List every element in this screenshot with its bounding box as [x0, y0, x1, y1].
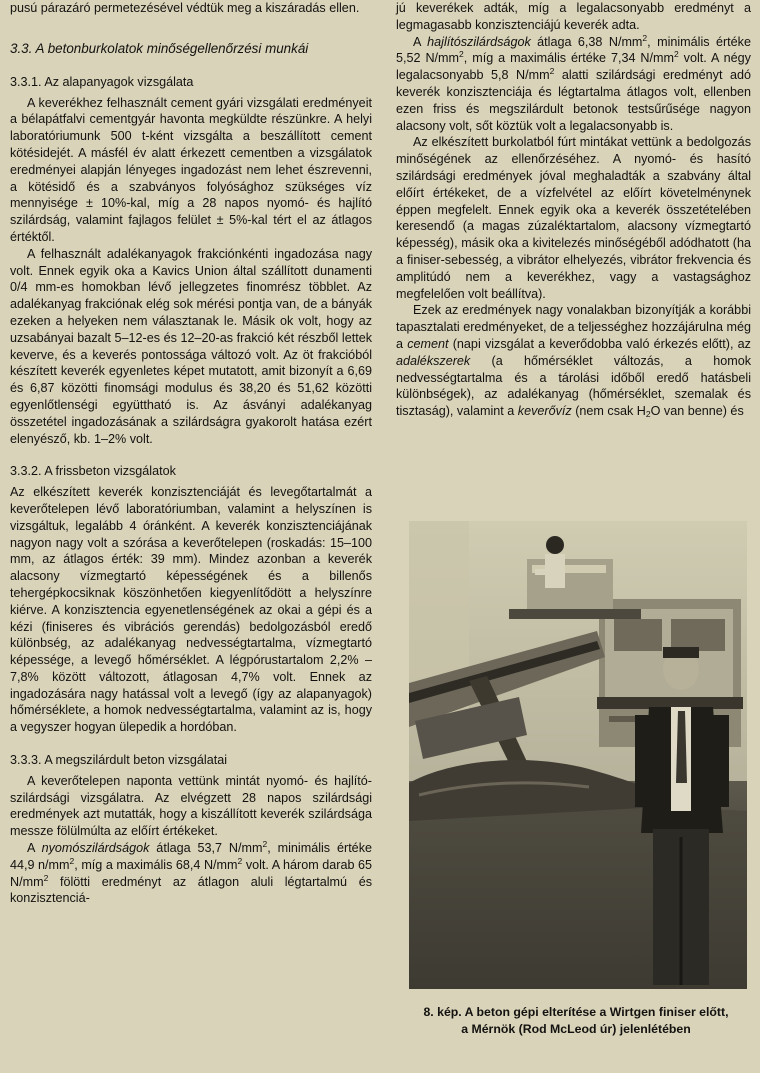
superscript-2: 2 [237, 855, 243, 866]
paragraph-core-samples: Az elkészített burkolatból fúrt mintákat vettünk a bedolgozás minőségének az ellenőrzéséhez. A nyomó- és hasító szilárdsági eredmények jóval meghaladták a szabvány által előírt értékeket, de a vízfelvétel az előírt követelménynek éppen megfelelt. Ennek egyik oka a keverék összetételében keresendő (a magas zúzaléktartalom, alacsony vízmegtartó képesség), másik oka a kivitelezés minőségéből adódhatott (ha a finiser-sebesség, a vibrátor elhelyezés, vibrátor frekvencia és amplitúdó nem a keverékhez, vagy a vastagsághoz megfelelően volt beállítva). [396, 135, 751, 301]
paragraph-continuation: jú keverékek adták, míg a legalacsonyabb eredményt a legmagasabb konzisztenciájú keverék adta. [396, 1, 751, 32]
figure-caption [398, 1004, 754, 1038]
text-run: alatti szilárdsági eredményt adó keverék konzisztenciája és légtartalma átlagos volt, ellenben ezen friss és megszilárdult betonok testsűrűsége nagyon alacsony volt, sőt köztük volt a legalacsonyabb is. [396, 68, 751, 133]
paragraph-sampling: A keverőtelepen naponta vettünk mintát nyomó- és hajlító-szilárdsági vizsgálatra. Az elvégzett 28 napos szilárdsági eredmények azt mutatták, hogy a kiszállított keverék szilárdsága messze fölülmúlta az előírt értékeket. [10, 773, 372, 839]
superscript-2: 2 [459, 49, 464, 60]
term-flexural-strength: hajlítószilárdságok [427, 34, 531, 49]
subsection-title-fresh-concrete: 3.3.2. A frissbeton vizsgálatok [10, 464, 176, 479]
superscript-2: 2 [674, 49, 679, 60]
text-run: (napi vizsgálat a keverődobba való érkezés előtt), az [448, 336, 751, 351]
superscript-2: 2 [549, 66, 555, 77]
term-cement: cement [407, 336, 449, 351]
paragraph-fresh-concrete: Az elkészített keverék konzisztenciáját és levegőtartalmát a keverőtelepen lévő laboratóriumban, valamint a helyszínen is vizsgáltuk, legalább 4 óránként. A keverék konzisztenciájának nagyon nagy volt a szórása a keverőtelepen (roskadás: 15–100 mm, az átlagos érték: 39 mm). Mindez azonban a keverék alacsony vízmegtartó képességének és a billenős tehergépkocsiknak köszönhetően kiegyenlítődött a helyszínre kiérve. A konzisztencia egyenetlenségének az okai a gépi és a kézi (finiseres és vibrációs gerendás) bedolgozásból eredő különbség, az adalékanyag nedvességtartalma, vízmegtartó képessége, a levegő hőmérséklet. A légpórustartalom 2,2% – 7,8% között változott, átlagosan 4,7% volt. Ennek az ingadozására nagy hatással volt a levegő (így az alapanyagok) hőmérséklete, a homok nedvességtartalma, valamint az is, hogy a vegyszer hogyan ülepedik a hordóban. [10, 485, 372, 735]
paragraph-compressive-strength [10, 840, 372, 907]
photo-illustration [409, 521, 747, 989]
term-admixtures: adalékszerek [396, 353, 471, 368]
text-run: , míg a maximális értéke 7,34 N/mm [463, 51, 674, 66]
text-run: A [27, 841, 42, 856]
text-run: Ezek az eredmények nagy vonalakban bizonyítják a korábbi tapasztalati eredményeket, de a teljességhez hozzájárulna még a [396, 303, 751, 351]
superscript-2: 2 [642, 32, 648, 43]
text-run: , minimális értéke 5,52 N/mm [396, 34, 751, 66]
intro-paragraph: pusú párazáró permetezésével védtük meg a kiszáradás ellen. [10, 1, 360, 15]
left-column [10, 0, 372, 907]
text-run: , míg a maximális 68,4 N/mm [74, 857, 238, 872]
caption-line-1: 8. kép. A beton gépi elterítése a Wirtgen finiser előtt, [423, 1005, 729, 1019]
paragraph-cement-tests: A keverékhez felhasznált cement gyári vizsgálati eredményeit a bélapátfalvi cementgyár havonta megküldte részünkre. A helyi laboratóriumunk 500 t-ként vizsgálta a beszállított cement kötésidejét. A másfél év alatt érkezett cementben a vizsgálatok eredményei alapján lényeges ingadozást nem lehet észrevenni, a kötésidő és a szabványos folyósághoz szükséges víz mennyisége ± 10%-kal, míg a 28 napos nyomó- és hajlító szilárdság, valamint fajlagos felület ± 5%-kal tért el az átlagos értéktől. [10, 95, 372, 244]
text-run: fölötti eredményt az átlagon aluli légtartalmú és konzisztenciá- [10, 874, 372, 906]
subscript-2: 2 [645, 409, 651, 420]
superscript-2: 2 [43, 872, 49, 883]
text-run: volt. A három darab 65 N/mm [10, 857, 372, 889]
section-title: 3.3. A betonburkolatok minőségellenőrzési munkái [10, 40, 309, 56]
paragraph-conclusions [396, 302, 751, 420]
construction-photo [409, 521, 747, 989]
text-run: , minimális értéke 44,9 n/mm [10, 841, 372, 872]
text-run: volt. A négy legalacsonyabb 5,8 N/mm [396, 51, 751, 83]
text-run: átlaga 6,38 N/mm [530, 34, 643, 49]
superscript-2: 2 [69, 855, 75, 866]
text-run: átlaga 53,7 N/mm [149, 841, 263, 856]
text-run: A [413, 34, 428, 49]
text-run: (nem csak H [571, 404, 646, 419]
term-mixing-water: keverővíz [517, 404, 572, 419]
text-run: (a hőmérséklet változás, a homok nedvességtartalma és a tárolási időből eredő hatásbeli különbségek), az adalékanyag (hőmérséklet, szemalak és tisztaság), valamint a [396, 353, 751, 419]
term-compressive-strength: nyomószilárdságok [41, 841, 150, 856]
caption-line-2: a Mérnök (Rod McLeod úr) jelenlétében [461, 1021, 691, 1036]
paragraph-aggregate-tests: A felhasznált adalékanyagok frakciónkénti ingadozása nagy volt. Ennek egyik oka a Kavics Union által szállított dunamenti 0/4 mm-es homokban lévő jellegzetes finomrész többlet. Az adalékanyag frakciónak elég sok mérési pontja van, de a bányák ezeken a helyeken nem választanak le. Másik ok volt, hogy az uzsabányai bazalt 5–12-es és 12–20-as frakció két részből lettek keverve, és a keverés pontossága változó volt. Az öt frakcióból készített keverék egyenletes képet mutatott, amit bizonyít a 6,69 és 6,87 közötti finomsági modulus és 38,20 és 51,62 közötti egyenlőtlenségi együttható is. Az ásványi adalékanyag összetétel ingadozásának a szilárdságra gyakorolt hatása ezért elenyésző, kb. 1–2% volt. [10, 246, 372, 446]
superscript-2: 2 [262, 839, 268, 850]
subsection-title-materials: 3.3.1. Az alapanyagok vizsgálata [10, 74, 194, 89]
paragraph-flexural-strength [396, 34, 751, 135]
subsection-title-hardened-concrete: 3.3.3. A megszilárdult beton vizsgálatai [10, 753, 228, 768]
right-column [396, 0, 751, 420]
text-run: O van benne) és [650, 404, 744, 419]
